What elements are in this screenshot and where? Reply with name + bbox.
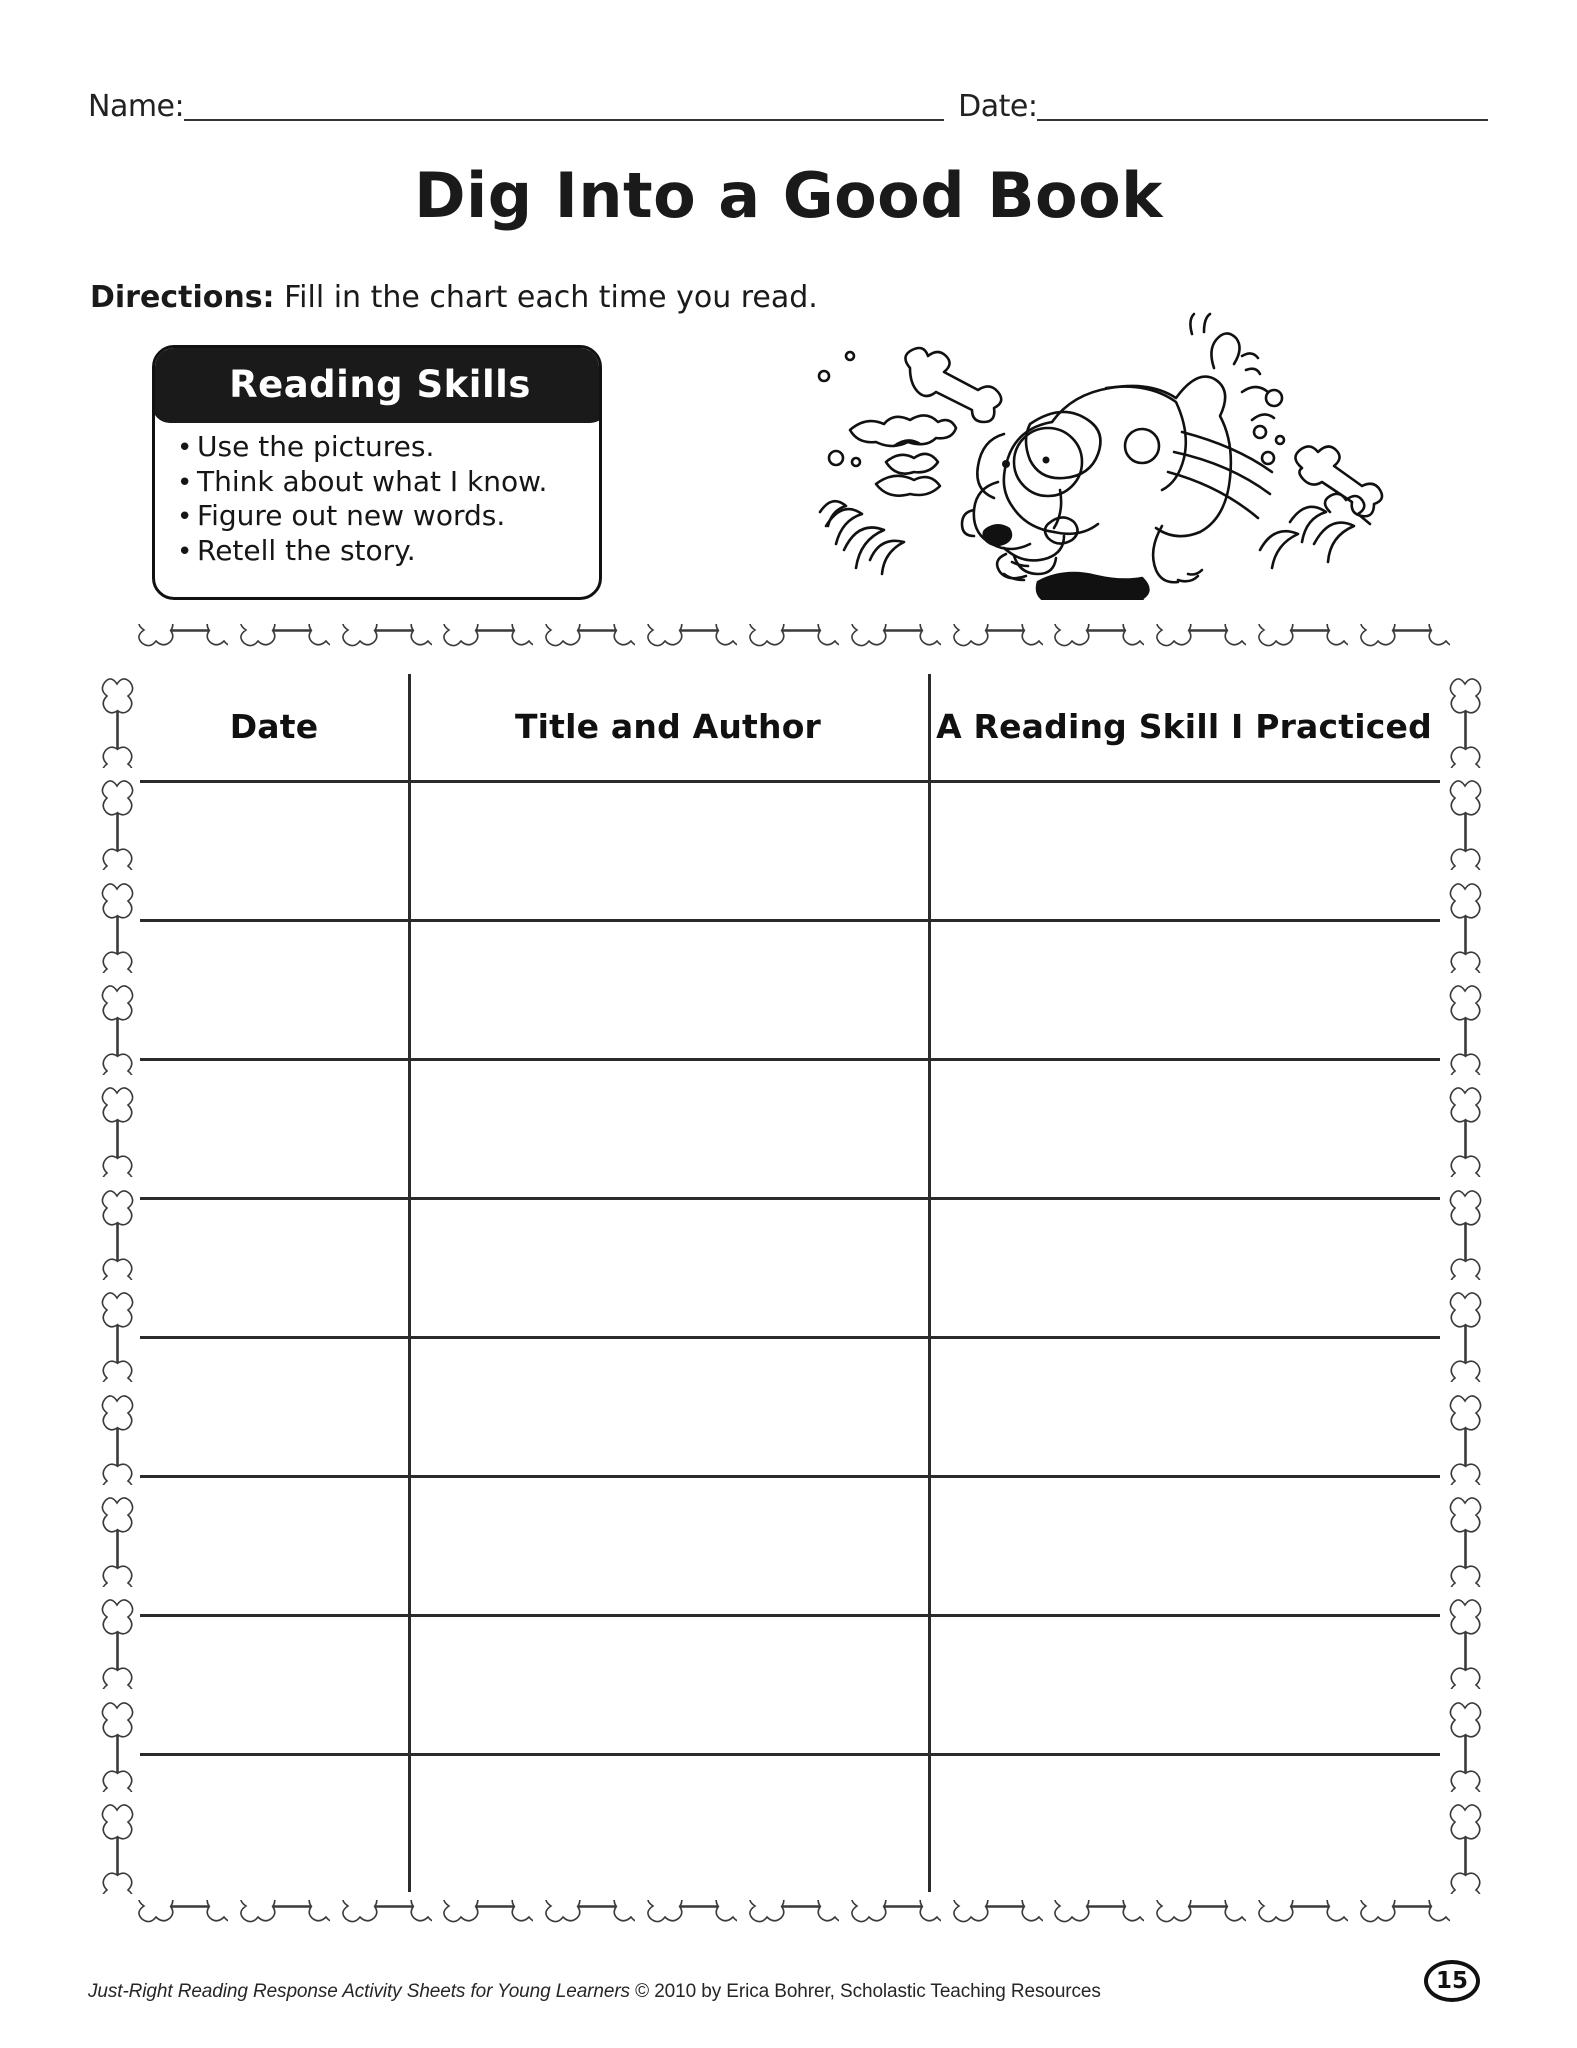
- list-item: [155, 430, 599, 465]
- table-row[interactable]: [408, 1614, 928, 1753]
- name-date-header: [88, 78, 1488, 124]
- bone-icon: [97, 1491, 137, 1587]
- bone-border-bottom: [132, 1898, 1450, 1942]
- table-row[interactable]: [140, 1058, 408, 1197]
- reading-log-grid: [140, 674, 1440, 1892]
- skill-text: Retell the story.: [197, 534, 416, 568]
- table-row[interactable]: [140, 1197, 408, 1336]
- bone-icon: [97, 1184, 137, 1280]
- bone-icon: [97, 774, 137, 870]
- column-header-title-author: Title and Author: [514, 706, 822, 746]
- bone-icon: [97, 1696, 137, 1792]
- bone-icon: [336, 624, 432, 664]
- bone-icon: [97, 672, 137, 768]
- table-row[interactable]: [928, 919, 1440, 1058]
- bone-icon: [132, 1900, 228, 1940]
- table-row[interactable]: [408, 1197, 928, 1336]
- page-number-badge: 15: [1424, 1960, 1480, 2002]
- table-row[interactable]: [140, 780, 408, 919]
- column-header-date: Date: [229, 706, 319, 746]
- bone-icon: [97, 877, 137, 973]
- list-item: [155, 465, 599, 500]
- directions-line: [90, 281, 818, 314]
- bone-icon: [1150, 1900, 1246, 1940]
- bone-icon: [743, 624, 839, 664]
- bone-icon: [132, 624, 228, 664]
- reading-skills-list: [155, 430, 599, 569]
- bone-icon: [1048, 624, 1144, 664]
- column-header-reading-skill: A Reading Skill I Practiced: [936, 706, 1432, 746]
- bone-icon: [336, 1900, 432, 1940]
- bone-icon: [1445, 672, 1485, 768]
- list-item: [155, 499, 599, 534]
- bone-icon: [1445, 774, 1485, 870]
- bone-icon: [97, 1286, 137, 1382]
- bone-icon: [1445, 1184, 1485, 1280]
- table-row[interactable]: [408, 1475, 928, 1614]
- directions-text: Fill in the chart each time you read.: [274, 280, 818, 315]
- bone-icon: [234, 624, 330, 664]
- footer-copyright: © 2010 by Erica Bohrer, Scholastic Teaching Resources: [629, 1981, 1101, 2002]
- table-row[interactable]: [140, 919, 408, 1058]
- bone-icon: [1150, 624, 1246, 664]
- bone-icon: [743, 1900, 839, 1940]
- bone-icon: [1445, 877, 1485, 973]
- skill-text: Think about what I know.: [197, 464, 548, 498]
- skill-text: Use the pictures.: [197, 430, 435, 463]
- bone-border-table: [96, 622, 1486, 1942]
- table-row[interactable]: [140, 1614, 408, 1753]
- bone-icon: [1252, 1900, 1348, 1940]
- bone-icon: [97, 979, 137, 1075]
- table-row[interactable]: [408, 919, 928, 1058]
- bone-icon: [641, 1900, 737, 1940]
- bone-icon: [1445, 1389, 1485, 1485]
- directions-label: Directions:: [90, 280, 275, 315]
- bone-icon: [97, 1081, 137, 1177]
- skill-text: Figure out new words.: [197, 499, 506, 533]
- bone-icon: [437, 1900, 533, 1940]
- bone-icon: [97, 1798, 137, 1894]
- bone-icon: [947, 624, 1043, 664]
- footer-credit: [88, 1981, 1101, 2003]
- bone-icon: [437, 624, 533, 664]
- bone-icon: [641, 624, 737, 664]
- bone-icon: [539, 624, 635, 664]
- table-row[interactable]: [140, 1475, 408, 1614]
- bone-icon: [1445, 1593, 1485, 1689]
- bone-icon: [1445, 1798, 1485, 1894]
- dog-digging-illustration: [790, 312, 1390, 600]
- bone-border-right: [1444, 672, 1486, 1894]
- bone-border-top: [132, 622, 1450, 666]
- bone-icon: [947, 1900, 1043, 1940]
- table-row[interactable]: [408, 1753, 928, 1892]
- table-row[interactable]: [140, 1336, 408, 1475]
- date-label: Date:: [958, 89, 1038, 124]
- table-row[interactable]: [408, 780, 928, 919]
- bone-icon: [97, 1389, 137, 1485]
- bone-icon: [1445, 979, 1485, 1075]
- page-title: Dig Into a Good Book: [414, 159, 1163, 232]
- name-write-line[interactable]: [184, 118, 944, 121]
- bone-icon: [234, 1900, 330, 1940]
- bone-border-left: [96, 672, 138, 1894]
- bone-icon: [1252, 624, 1348, 664]
- table-row[interactable]: [928, 1475, 1440, 1614]
- table-row[interactable]: [928, 1753, 1440, 1892]
- bone-icon: [1445, 1081, 1485, 1177]
- table-row[interactable]: [928, 1058, 1440, 1197]
- bone-icon: [1445, 1491, 1485, 1587]
- reading-skills-box: [152, 345, 602, 600]
- bullet-icon: •: [177, 537, 193, 568]
- bone-icon: [97, 1593, 137, 1689]
- bullet-icon: •: [177, 433, 193, 463]
- bullet-icon: •: [177, 502, 193, 533]
- bone-icon: [845, 624, 941, 664]
- bone-icon: [845, 1900, 941, 1940]
- table-row[interactable]: [928, 780, 1440, 919]
- bone-icon: [539, 1900, 635, 1940]
- bone-icon: [1354, 1900, 1450, 1940]
- bone-icon: [1048, 1900, 1144, 1940]
- date-write-line[interactable]: [1037, 118, 1488, 121]
- table-row[interactable]: [928, 1614, 1440, 1753]
- name-label: Name:: [88, 89, 185, 124]
- footer-book-title: Just-Right Reading Response Activity Sheets for Young Learners: [88, 1981, 630, 2002]
- bone-icon: [1445, 1286, 1485, 1382]
- table-row[interactable]: [408, 1336, 928, 1475]
- reading-skills-banner: [152, 345, 602, 423]
- table-row[interactable]: [408, 1058, 928, 1197]
- list-item: [155, 534, 599, 569]
- table-row[interactable]: [928, 1336, 1440, 1475]
- reading-skills-heading: Reading Skills: [229, 362, 531, 406]
- bone-icon: [1354, 624, 1450, 664]
- table-row[interactable]: [928, 1197, 1440, 1336]
- bullet-icon: •: [177, 467, 193, 498]
- bone-icon: [1445, 1696, 1485, 1792]
- table-row[interactable]: [140, 1753, 408, 1892]
